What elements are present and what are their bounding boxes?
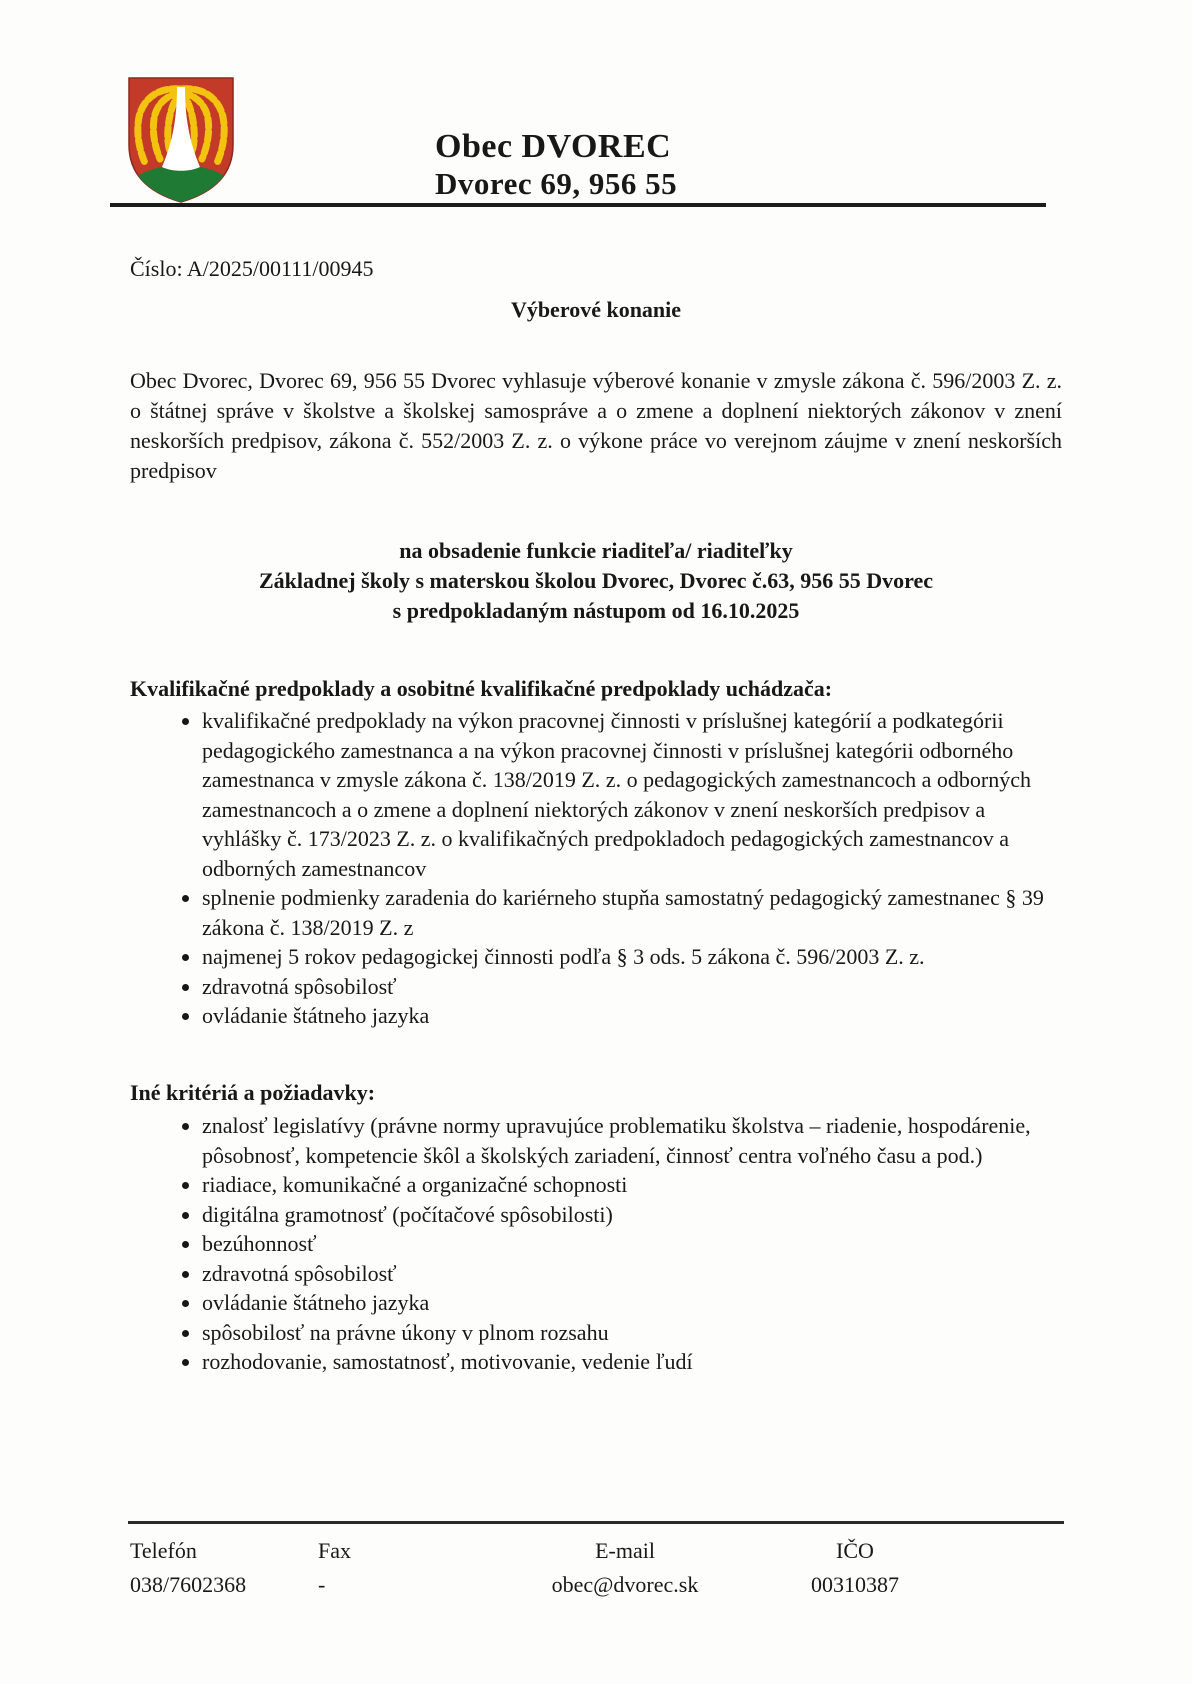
footer-value-phone: 038/7602368 (130, 1572, 247, 1597)
header-rule (110, 203, 1046, 207)
list-item: • bezúhonnosť (202, 1229, 1062, 1259)
org-address: Dvorec 69, 956 55 (435, 166, 678, 201)
list-item: • najmenej 5 rokov pedagogickej činnosti podľa § 3 ods. 5 zákona č. 596/2003 Z. z. (202, 942, 1062, 972)
list-item: • ovládanie štátneho jazyka (202, 1001, 1062, 1031)
footer-label-fax: Fax (318, 1538, 351, 1563)
list-item: • riadiace, komunikačné a organizačné schopnosti (202, 1170, 1062, 1200)
footer-value-email: obec@dvorec.sk (551, 1572, 699, 1597)
list-item: • rozhodovanie, samostatnosť, motivovanie, vedenie ľudí (202, 1347, 1062, 1377)
position-line-1: na obsadenie funkcie riaditeľa/ riaditeľky (399, 538, 793, 563)
section-heading-other-criteria: Iné kritériá a požiadavky: (130, 1080, 376, 1105)
qualifications-list (130, 706, 1062, 1031)
footer-contact-block (130, 1536, 1062, 1600)
footer-label-email: E-mail (595, 1538, 655, 1563)
document-number: Číslo: A/2025/00111/00945 (130, 256, 374, 281)
document-title: Výberové konanie (510, 297, 682, 322)
position-line-3: s predpokladaným nástupom od 16.10.2025 (392, 598, 800, 623)
position-block (130, 536, 1062, 626)
position-line-2: Základnej školy s materskou školou Dvorec, Dvorec č.63, 956 55 Dvorec (258, 568, 934, 593)
section-heading-qualifications: Kvalifikačné predpoklady a osobitné kvalifikačné predpoklady uchádzača: (130, 676, 833, 701)
footer-label-phone: Telefón (130, 1538, 197, 1563)
intro-paragraph: Obec Dvorec, Dvorec 69, 956 55 Dvorec vyhlasuje výberové konanie v zmysle zákona č. 596/2003 Z. z. o štátnej správe v školstve a školskej samospráve a o zmene a doplnení niektorých zákonov v znení neskorších predpisov, zákona č. 552/2003 Z. z. o výkone práce vo verejnom záujme v znení neskorších predpisov (130, 368, 1062, 483)
list-item: • digitálna gramotnosť (počítačové spôsobilosti) (202, 1200, 1062, 1230)
list-item: • spôsobilosť na právne úkony v plnom rozsahu (202, 1318, 1062, 1348)
footer-rule (128, 1521, 1064, 1524)
footer-value-ico: 00310387 (811, 1572, 899, 1597)
list-item: • ovládanie štátneho jazyka (202, 1288, 1062, 1318)
list-item: • kvalifikačné predpoklady na výkon pracovnej činnosti v príslušnej kategórií a podkategórii pedagogického zamestnanca a na výkon pracovnej činnosti v príslušnej kategórii odborného zamestnanca v zmysle zákona č. 138/2019 Z. z. o pedagogických zamestnancoch a odborných zamestnancoch a o zmene a doplnení niektorých zákonov v znení neskorších predpisov a vyhlášky č. 173/2023 Z. z. o kvalifikačných predpokladoch pedagogických zamestnancov a odborných zamestnancov (202, 706, 1062, 883)
list-item: • znalosť legislatívy (právne normy upravujúce problematiku školstva – riadenie, hospodárenie, pôsobnosť, kompetencie škôl a školských zariadení, činnosť centra voľného času a pod.) (202, 1111, 1062, 1170)
list-item: • zdravotná spôsobilosť (202, 972, 1062, 1002)
other-criteria-list (130, 1111, 1062, 1377)
coat-of-arms-icon (126, 75, 236, 205)
org-name: Obec DVOREC (435, 128, 672, 165)
footer-label-ico: IČO (836, 1538, 874, 1563)
list-item: • zdravotná spôsobilosť (202, 1259, 1062, 1289)
list-item: • splnenie podmienky zaradenia do kariérneho stupňa samostatný pedagogický zamestnanec § 39 zákona č. 138/2019 Z. z (202, 883, 1062, 942)
footer-value-fax: - (318, 1572, 326, 1597)
